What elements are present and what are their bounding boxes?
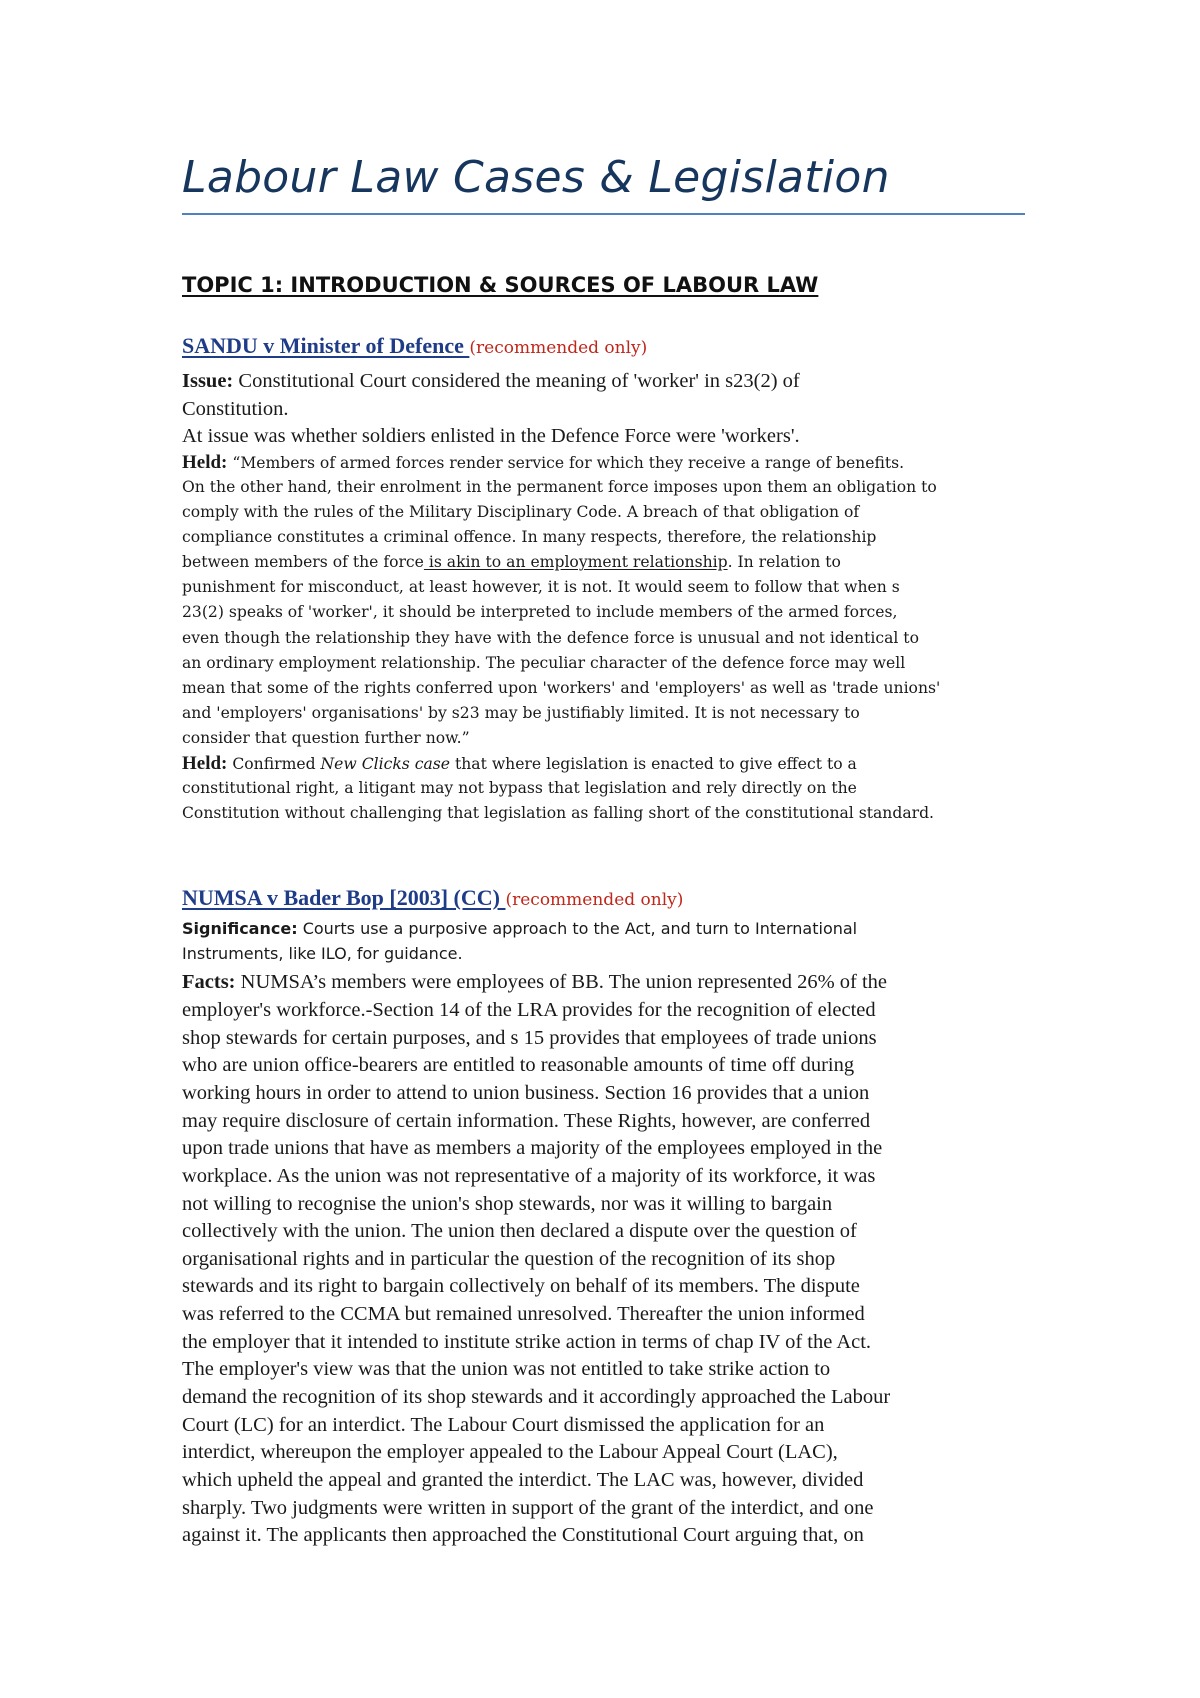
held-quote: “Members of armed forces render service for which they receive a range of benefits. <box>227 454 905 472</box>
facts-line: interdict, whereupon the employer appealed to the Labour Appeal Court (LAC), <box>182 1441 838 1463</box>
issue-line <box>182 367 800 395</box>
held-quote: . In relation to <box>727 553 841 571</box>
held-line: an ordinary employment relationship. The peculiar character of the defence force may well <box>182 654 906 672</box>
held-label: Held: <box>182 452 228 473</box>
held-line: 23(2) speaks of 'worker', it should be interpreted to include members of the armed forces, <box>182 603 898 621</box>
held-line: On the other hand, their enrolment in the permanent force imposes upon them an obligation to <box>182 478 937 496</box>
held2-italic: New Clicks case <box>320 755 451 773</box>
facts-line: who are union office-bearers are entitled to reasonable amounts of time off during <box>182 1054 855 1076</box>
held-line: comply with the rules of the Military Disciplinary Code. A breach of that obligation of <box>182 503 860 521</box>
significance-label: Significance: <box>182 919 298 938</box>
held-quote-underlined: is akin to an employment relationship <box>423 553 728 571</box>
facts-line: may require disclosure of certain information. These Rights, however, are conferred <box>182 1110 871 1132</box>
document-title: Labour Law Cases & Legislation <box>182 152 890 203</box>
case-note: (recommended only) <box>469 338 648 358</box>
held2-line <box>182 751 857 778</box>
held-line: compliance constitutes a criminal offence. In many respects, therefore, the relationship <box>182 528 877 546</box>
facts-line <box>182 968 887 996</box>
topic-heading: TOPIC 1: INTRODUCTION & SOURCES OF LABOUR LAW <box>182 273 819 297</box>
title-divider <box>182 213 1025 215</box>
significance-line <box>182 916 857 941</box>
facts-line: against it. The applicants then approached the Constitutional Court arguing that, on <box>182 1524 864 1546</box>
case-name: NUMSA v Bader Bop [2003] (CC) <box>182 885 506 910</box>
facts-line: Court (LC) for an interdict. The Labour Court dismissed the application for an <box>182 1414 825 1436</box>
held-line: consider that question further now.” <box>182 729 470 747</box>
issue-text: Constitutional Court considered the meaning of 'worker' in s23(2) of <box>233 370 800 392</box>
held-line: punishment for misconduct, at least however, it is not. It would seem to follow that when s <box>182 578 900 596</box>
case-note: (recommended only) <box>505 890 684 910</box>
held2-line: constitutional right, a litigant may not bypass that legislation and rely directly on the <box>182 779 857 797</box>
facts-line: not willing to recognise the union's shop stewards, nor was it willing to bargain <box>182 1193 833 1215</box>
held-line: and 'employers' organisations' by s23 may be justifiably limited. It is not necessary to <box>182 704 860 722</box>
facts-line: The employer's view was that the union was not entitled to take strike action to <box>182 1358 831 1380</box>
facts-line: upon trade unions that have as members a majority of the employees employed in the <box>182 1137 883 1159</box>
facts-line: working hours in order to attend to union business. Section 16 provides that a union <box>182 1082 870 1104</box>
facts-line: employer's workforce.-Section 14 of the LRA provides for the recognition of elected <box>182 999 876 1021</box>
held2-line: Constitution without challenging that legislation as falling short of the constitutional standard. <box>182 804 935 822</box>
facts-text: NUMSA’s members were employees of BB. The union represented 26% of the <box>235 971 888 993</box>
facts-line: collectively with the union. The union then declared a dispute over the question of <box>182 1220 857 1242</box>
case-heading-numsa <box>182 885 683 911</box>
facts-line: organisational rights and in particular the question of the recognition of its shop <box>182 1248 836 1270</box>
held-line <box>182 550 841 576</box>
case-heading-sandu <box>182 333 647 359</box>
facts-line: which upheld the appeal and granted the interdict. The LAC was, however, divided <box>182 1469 864 1491</box>
facts-line: was referred to the CCMA but remained unresolved. Thereafter the union informed <box>182 1303 865 1325</box>
significance-text: Courts use a purposive approach to the Act, and turn to International <box>297 919 858 938</box>
held-line: mean that some of the rights conferred upon 'workers' and 'employers' as well as 'trade unions' <box>182 679 941 697</box>
held-quote: between members of the force <box>182 553 424 571</box>
facts-line: demand the recognition of its shop stewards and it accordingly approached the Labour <box>182 1386 891 1408</box>
held-label: Held: <box>182 753 228 774</box>
held-line <box>182 450 904 477</box>
case-name: SANDU v Minister of Defence <box>182 333 470 358</box>
facts-label: Facts: <box>182 971 236 993</box>
facts-line: the employer that it intended to institute strike action in terms of chap IV of the Act. <box>182 1331 872 1353</box>
facts-line: shop stewards for certain purposes, and s 15 provides that employees of trade unions <box>182 1027 877 1049</box>
issue-label: Issue: <box>182 370 234 392</box>
issue-line: Constitution. <box>182 398 289 420</box>
held-line: even though the relationship they have with the defence force is unusual and not identical to <box>182 629 919 647</box>
facts-line: sharply. Two judgments were written in support of the grant of the interdict, and one <box>182 1497 874 1519</box>
held2-text: Confirmed <box>227 755 321 773</box>
facts-line: workplace. As the union was not representative of a majority of its workforce, it was <box>182 1165 876 1187</box>
significance-line: Instruments, like ILO, for guidance. <box>182 944 463 963</box>
facts-line: stewards and its right to bargain collectively on behalf of its members. The dispute <box>182 1275 860 1297</box>
held2-text: that where legislation is enacted to give effect to a <box>450 755 857 773</box>
issue-line: At issue was whether soldiers enlisted in the Defence Force were 'workers'. <box>182 425 800 447</box>
